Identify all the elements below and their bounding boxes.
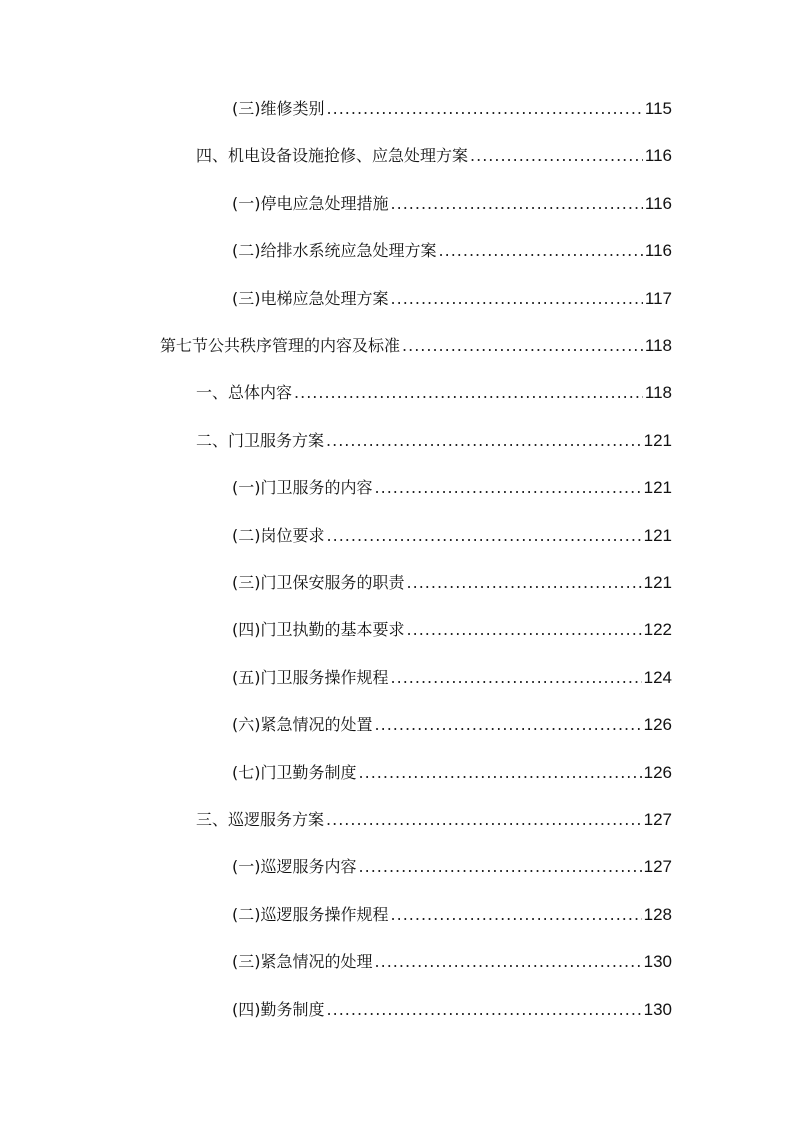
toc-entry[interactable] <box>232 239 672 263</box>
toc-entry-page: 122 <box>643 620 672 640</box>
toc-entry-number: (一) <box>232 478 261 498</box>
toc-entry[interactable] <box>160 334 672 358</box>
toc-entry[interactable] <box>196 381 672 405</box>
toc-entry-page: 116 <box>644 241 672 261</box>
dot-leader <box>391 192 643 216</box>
toc-entry-title: 门卫执勤的基本要求 <box>260 620 405 640</box>
dot-leader <box>391 903 642 927</box>
dot-leader <box>326 808 642 832</box>
toc-entry-title: 紧急情况的处置 <box>260 715 373 735</box>
toc-entry-title: 门卫保安服务的职责 <box>260 573 405 592</box>
toc-entry-page: 118 <box>644 336 672 355</box>
toc-entry[interactable] <box>232 713 672 737</box>
toc-entry[interactable] <box>232 524 672 548</box>
toc-entry-title: 停电应急处理措施 <box>260 193 389 213</box>
toc-entry-page: 126 <box>643 715 672 735</box>
toc-entry-page: 126 <box>643 762 672 782</box>
toc-entry-title: 电梯应急处理方案 <box>260 288 389 308</box>
toc-entry-number: (一) <box>232 193 261 213</box>
toc-entry-number: 二、 <box>196 430 229 450</box>
toc-entry[interactable] <box>196 144 672 168</box>
toc-entry-number: (三) <box>232 99 261 118</box>
toc-entry-page: 121 <box>643 573 672 592</box>
toc-entry[interactable] <box>232 666 672 690</box>
toc-entry-title: 巡逻服务内容 <box>260 857 357 877</box>
toc-entry-page: 127 <box>643 857 672 877</box>
toc-entry[interactable] <box>232 476 672 500</box>
toc-entry-title: 公共秩序管理的内容及标准 <box>208 336 401 355</box>
toc-entry[interactable] <box>232 287 672 311</box>
toc-entry-page: 116 <box>644 146 672 166</box>
dot-leader <box>375 950 642 974</box>
toc-entry-title: 紧急情况的处理 <box>260 952 373 972</box>
toc-entry[interactable] <box>232 950 672 974</box>
toc-entry-number: (四) <box>232 620 261 640</box>
toc-entry-number: (七) <box>232 762 261 782</box>
toc-entry-title: 岗位要求 <box>260 525 325 545</box>
dot-leader <box>375 713 642 737</box>
toc-entry[interactable] <box>232 761 672 785</box>
toc-entry-number: (五) <box>232 667 261 687</box>
dot-leader <box>402 334 643 358</box>
toc-entry-page: 115 <box>644 99 672 118</box>
toc-entry[interactable] <box>232 192 672 216</box>
toc-entry-page: 128 <box>643 904 672 924</box>
toc-entry-number: (二) <box>232 904 261 924</box>
toc-entry-title: 巡逻服务方案 <box>228 810 325 829</box>
dot-leader <box>375 476 642 500</box>
toc-entry-title: 门卫服务操作规程 <box>260 667 389 687</box>
dot-leader <box>391 287 643 311</box>
toc-entry-number: (三) <box>232 952 261 972</box>
toc-entry[interactable] <box>232 998 672 1022</box>
dot-leader <box>327 998 642 1022</box>
toc-entry-page: 130 <box>643 999 672 1019</box>
toc-entry-title: 门卫勤务制度 <box>260 762 357 782</box>
toc-entry-number: 三、 <box>196 810 229 829</box>
toc-entry-page: 121 <box>643 525 672 545</box>
dot-leader <box>439 239 643 263</box>
toc-entry[interactable] <box>232 571 672 595</box>
dot-leader <box>327 524 642 548</box>
dot-leader <box>294 381 643 405</box>
toc-entry-page: 116 <box>644 193 672 213</box>
toc-entry-page: 117 <box>644 288 672 308</box>
toc-entry-page: 130 <box>643 952 672 972</box>
toc-entry-number: (一) <box>232 857 261 877</box>
toc-entry-title: 勤务制度 <box>260 999 325 1019</box>
dot-leader <box>407 618 642 642</box>
toc-entry-number: (二) <box>232 525 261 545</box>
toc-entry-number: (二) <box>232 241 261 261</box>
dot-leader <box>359 855 642 879</box>
toc-entry-page: 118 <box>644 383 672 403</box>
toc-entry-title: 门卫服务方案 <box>228 430 325 450</box>
dot-leader <box>326 429 642 453</box>
toc-entry-number: (六) <box>232 715 261 735</box>
toc-entry-title: 巡逻服务操作规程 <box>260 904 389 924</box>
toc-entry-number: (三) <box>232 573 261 592</box>
toc-entry-title: 机电设备设施抢修、应急处理方案 <box>228 146 469 166</box>
toc-entry[interactable] <box>196 429 672 453</box>
toc-entry-title: 门卫服务的内容 <box>260 478 373 498</box>
toc-entry-title: 总体内容 <box>228 383 293 403</box>
toc-entry-page: 127 <box>643 810 672 829</box>
toc-entry[interactable] <box>232 903 672 927</box>
toc-entry-title: 维修类别 <box>260 99 325 118</box>
toc-entry-number: (三) <box>232 288 261 308</box>
toc-entry[interactable] <box>232 618 672 642</box>
toc-entry-number: (四) <box>232 999 261 1019</box>
dot-leader <box>327 97 643 121</box>
dot-leader <box>470 144 643 168</box>
toc-entry[interactable] <box>232 97 672 121</box>
toc-entry-page: 121 <box>643 478 672 498</box>
toc-entry-number: 第七节 <box>160 336 209 355</box>
toc-entry-number: 四、 <box>196 146 229 166</box>
toc-entry-page: 121 <box>643 430 672 450</box>
toc-entry-title: 给排水系统应急处理方案 <box>260 241 437 261</box>
toc-entry[interactable] <box>232 855 672 879</box>
dot-leader <box>391 666 642 690</box>
toc-entry-number: 一、 <box>196 383 229 403</box>
toc-entry-page: 124 <box>643 667 672 687</box>
toc-entry[interactable] <box>196 808 672 832</box>
dot-leader <box>359 761 642 785</box>
dot-leader <box>407 571 642 595</box>
